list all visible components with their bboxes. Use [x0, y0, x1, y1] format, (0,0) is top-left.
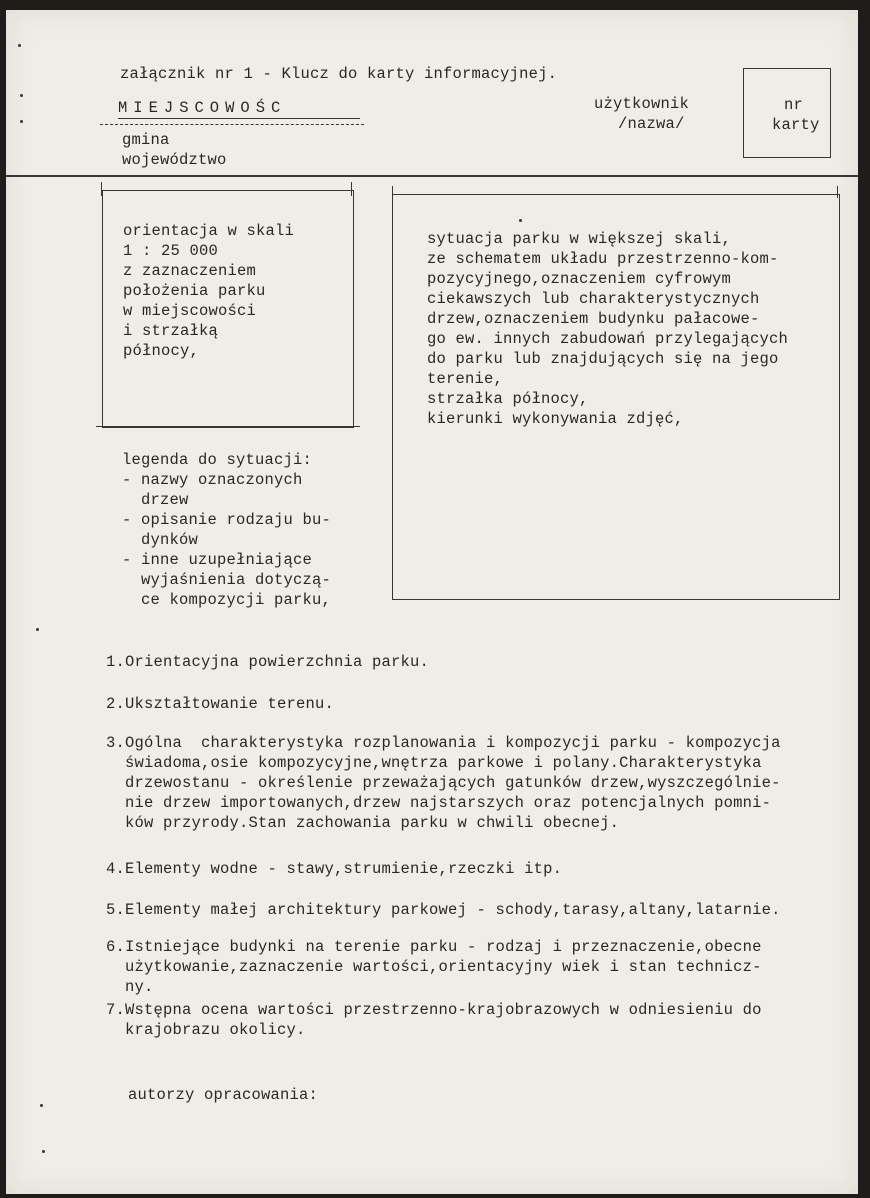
card-number-box	[743, 68, 831, 158]
orientation-line: położenia parku	[123, 282, 266, 300]
item-3-line: nie drzew importowanych,drzew najstarszych oraz potencjalnych pomni-	[106, 794, 772, 812]
karty-label: karty	[772, 116, 820, 134]
situation-line: terenie,	[427, 370, 504, 388]
tick-mark	[392, 186, 393, 198]
legend-line: - opisanie rodzaju bu-	[122, 511, 332, 529]
situation-line: do parku lub znajdujących się na jego	[427, 350, 779, 368]
tick-mark	[837, 186, 838, 198]
item-6-line: ny.	[106, 978, 154, 996]
situation-line: drzew,oznaczeniem budynku pałacowe-	[427, 310, 760, 328]
legend-line: wyjaśnienia dotyczą-	[122, 571, 332, 589]
item-7: 7.Wstępna ocena wartości przestrzenno-krajobrazowych w odniesieniu do	[106, 1001, 762, 1019]
item-7-line: krajobrazu okolicy.	[106, 1021, 306, 1039]
situation-line: ciekawszych lub charakterystycznych	[427, 290, 760, 308]
item-3-line: drzewostanu - określenie przeważających gatunków drzew,wyszczególnie-	[106, 774, 781, 792]
situation-box	[392, 194, 840, 600]
situation-line: kierunki wykonywania zdjęć,	[427, 410, 684, 428]
situation-line: strzałka północy,	[427, 390, 589, 408]
item-3: 3.Ogólna charakterystyka rozplanowania i kompozycji parku - kompozycja	[106, 734, 781, 752]
situation-line: sytuacja parku w większej skali,	[427, 230, 732, 248]
tick-mark	[101, 182, 102, 196]
situation-line: pozycyjnego,oznaczeniem cyfrowym	[427, 270, 732, 288]
speck	[519, 219, 522, 222]
legend-line: - inne uzupełniające	[122, 551, 313, 569]
item-2: 2.Ukształtowanie terenu.	[106, 695, 335, 713]
situation-line: ze schematem układu przestrzenno-kom-	[427, 250, 779, 268]
item-3-line: ków przyrody.Stan zachowania parku w chwili obecnej.	[106, 814, 620, 832]
item-3-line: świadoma,osie kompozycyjne,wnętrza parkowe i polany.Charakterystyka	[106, 754, 762, 772]
speck	[18, 44, 21, 47]
nazwa-label: /nazwa/	[618, 115, 685, 133]
orientation-line: z zaznaczeniem	[123, 262, 257, 280]
speck	[20, 94, 23, 97]
header-divider	[6, 175, 858, 177]
orientation-line: orientacja w skali	[123, 222, 295, 240]
orientation-line: i strzałką	[123, 322, 219, 340]
orientation-box	[102, 190, 354, 428]
wojewodztwo-label: województwo	[122, 151, 227, 169]
nr-label: nr	[784, 96, 804, 114]
speck	[42, 1150, 45, 1153]
orientation-line: północy,	[123, 342, 200, 360]
miejscowosc-underline	[118, 118, 360, 119]
tick-mark	[351, 182, 352, 196]
orientation-line: 1 : 25 000	[123, 242, 219, 260]
gmina-label: gmina	[122, 131, 170, 149]
speck	[20, 120, 23, 123]
miejscowosc-label: MIEJSCOWOŚC	[118, 99, 287, 117]
orientation-line: w miejscowości	[123, 302, 257, 320]
item-1: 1.Orientacyjna powierzchnia parku.	[106, 653, 430, 671]
tick-mark	[96, 426, 360, 427]
legend-line: ce kompozycji parku,	[122, 591, 332, 609]
speck	[36, 628, 39, 631]
item-4: 4.Elementy wodne - stawy,strumienie,rzeczki itp.	[106, 860, 563, 878]
document-title: załącznik nr 1 - Klucz do karty informacyjnej.	[120, 65, 558, 83]
item-6: 6.Istniejące budynki na terenie parku - rodzaj i przeznaczenie,obecne	[106, 938, 762, 956]
item-5: 5.Elementy małej architektury parkowej - schody,tarasy,altany,latarnie.	[106, 901, 781, 919]
uzytkownik-label: użytkownik	[594, 95, 690, 113]
document-page	[6, 10, 858, 1194]
legend-title: legenda do sytuacji:	[122, 451, 313, 469]
speck	[40, 1104, 43, 1107]
miejscowosc-dash-line	[100, 124, 364, 125]
item-6-line: użytkowanie,zaznaczenie wartości,orientacyjny wiek i stan technicz-	[106, 958, 762, 976]
legend-line: drzew	[122, 491, 189, 509]
legend-line: - nazwy oznaczonych	[122, 471, 303, 489]
authors-label: autorzy opracowania:	[128, 1086, 319, 1104]
situation-line: go ew. innych zabudowań przylegających	[427, 330, 789, 348]
legend-line: dynków	[122, 531, 199, 549]
